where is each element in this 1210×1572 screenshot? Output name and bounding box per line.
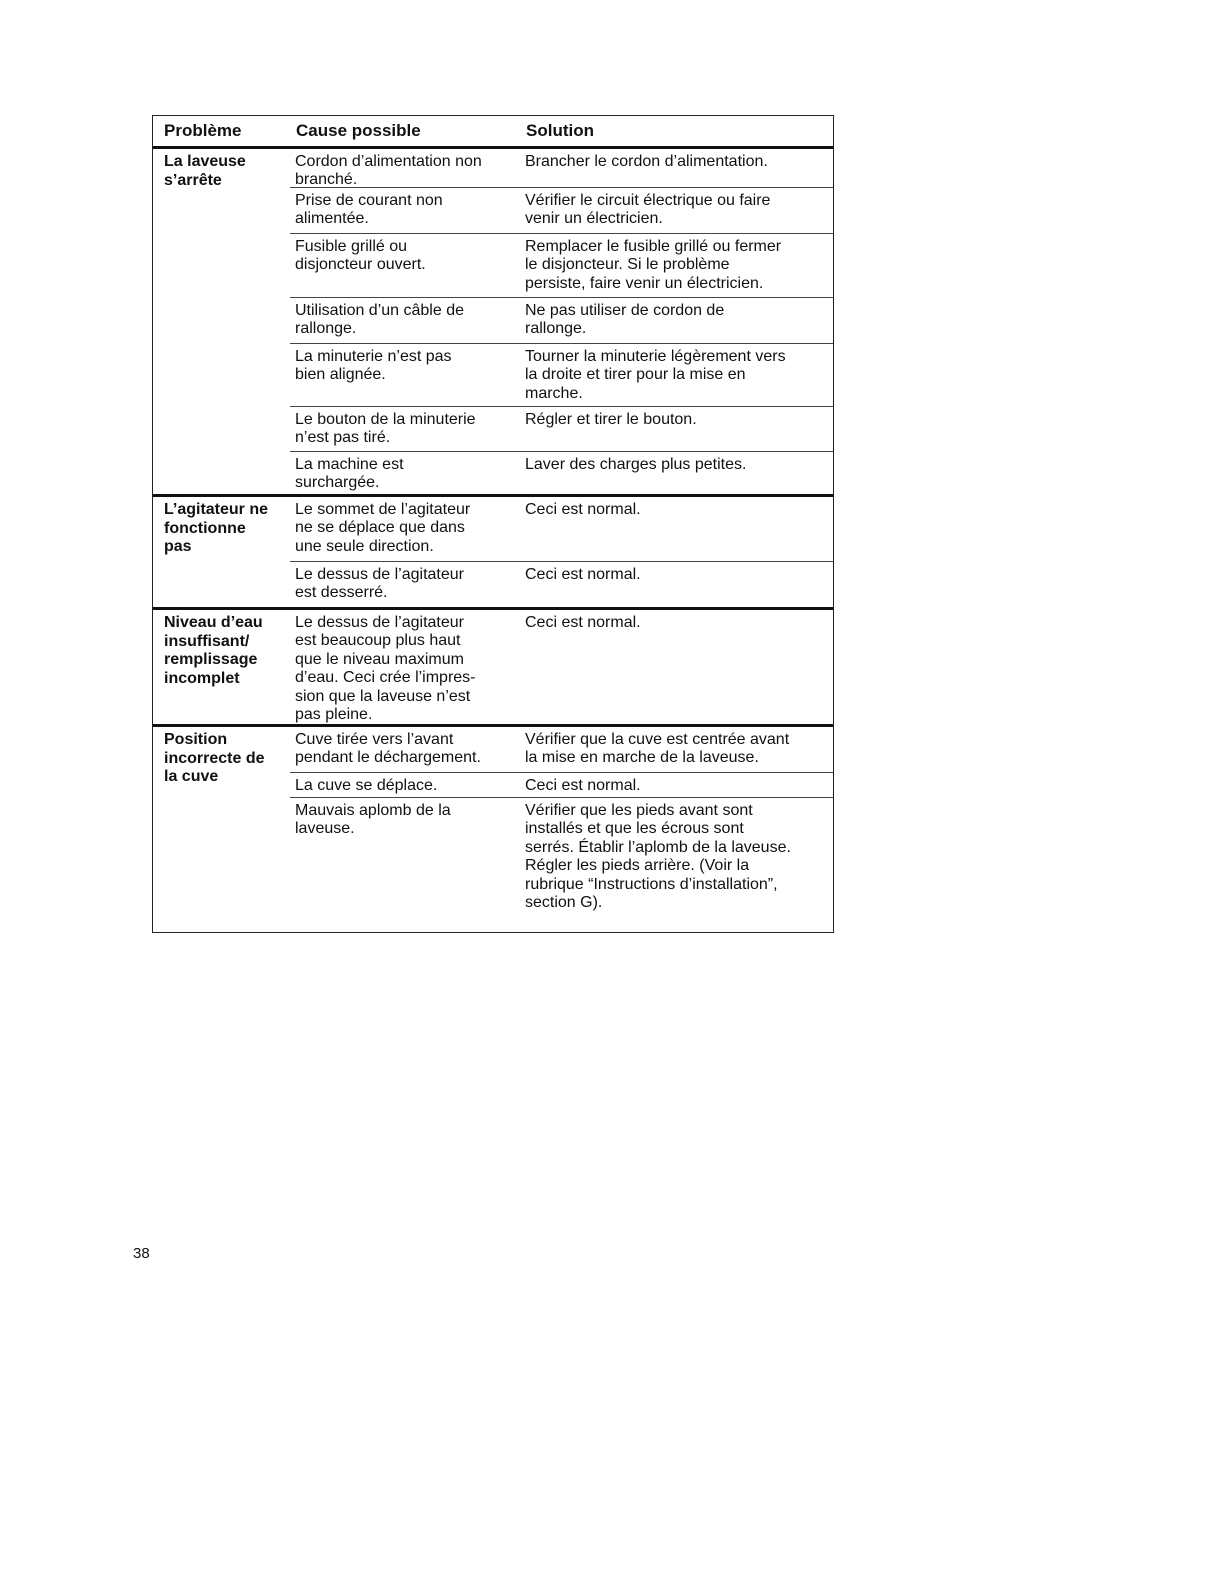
cause-cell: Le sommet de l’agitateur ne se déplace que dans une seule direction. xyxy=(295,501,471,555)
cause-cell: La machine est surchargée. xyxy=(295,456,404,492)
cause-cell: Le dessus de l’agitateur est beaucoup plus haut que le niveau maximum d’eau. Ceci crée l’impres- sion que la laveuse n’est pas pleine. xyxy=(295,614,476,724)
cause-cell: Le dessus de l’agitateur est desserré. xyxy=(295,566,464,602)
table-row xyxy=(290,561,833,608)
header-problem: Problème xyxy=(164,121,242,140)
solution-cell: Tourner la minuterie légèrement vers la droite et tirer pour la mise en marche. xyxy=(525,348,786,402)
table-row xyxy=(290,451,833,495)
solution-cell: Vérifier que les pieds avant sont installés et que les écrous sont serrés. Établir l’aplomb de la laveuse. Régler les pieds arrière. (Voir la rubrique “Instructions d’installation”, section G). xyxy=(525,802,791,912)
cause-cell: Cuve tirée vers l’avant pendant le déchargement. xyxy=(295,731,481,767)
solution-cell: Régler et tirer le bouton. xyxy=(525,411,697,428)
cause-cell: Fusible grillé ou disjoncteur ouvert. xyxy=(295,238,426,274)
cause-cell: Cordon d’alimentation non branché. xyxy=(295,153,482,189)
solution-cell: Brancher le cordon d’alimentation. xyxy=(525,153,768,170)
problem-label: L’agitateur ne fonctionne pas xyxy=(164,501,269,555)
table-row xyxy=(290,149,833,187)
problem-group xyxy=(153,149,833,494)
solution-cell: Ceci est normal. xyxy=(525,501,641,518)
troubleshooting-table xyxy=(152,115,834,933)
problem-group xyxy=(153,607,833,727)
problem-label: Niveau d’eau insuffisant/ remplissage incomplet xyxy=(164,614,263,687)
problem-label: La laveuse s’arrête xyxy=(164,153,246,189)
header-cause: Cause possible xyxy=(296,121,421,140)
cause-cell: Le bouton de la minuterie n’est pas tiré. xyxy=(295,411,476,447)
problem-group xyxy=(153,724,833,932)
problem-group xyxy=(153,494,833,607)
cause-cell: Utilisation d’un câble de rallonge. xyxy=(295,302,464,338)
cause-cell: La cuve se déplace. xyxy=(295,777,438,794)
solution-cell: Ceci est normal. xyxy=(525,614,641,631)
table-row xyxy=(290,772,833,798)
solution-cell: Vérifier le circuit électrique ou faire venir un électricien. xyxy=(525,192,771,228)
solution-cell: Ceci est normal. xyxy=(525,777,641,794)
solution-cell: Vérifier que la cuve est centrée avant la mise en marche de la laveuse. xyxy=(525,731,790,767)
table-row xyxy=(290,343,833,407)
table-row xyxy=(290,406,833,452)
solution-cell: Laver des charges plus petites. xyxy=(525,456,747,473)
solution-cell: Ne pas utiliser de cordon de rallonge. xyxy=(525,302,725,338)
page-number: 38 xyxy=(133,1245,150,1262)
cause-cell: La minuterie n’est pas bien alignée. xyxy=(295,348,452,384)
table-row xyxy=(290,797,833,933)
table-row xyxy=(290,497,833,561)
cause-cell: Mauvais aplomb de la laveuse. xyxy=(295,802,451,838)
solution-cell: Ceci est normal. xyxy=(525,566,641,583)
header-solution: Solution xyxy=(526,121,594,140)
table-row xyxy=(290,187,833,234)
solution-cell: Remplacer le fusible grillé ou fermer le disjoncteur. Si le problème persiste, faire venir un électricien. xyxy=(525,238,782,292)
table-header xyxy=(153,116,833,149)
cause-cell: Prise de courant non alimentée. xyxy=(295,192,443,228)
table-row xyxy=(290,610,833,727)
problem-label: Position incorrecte de la cuve xyxy=(164,731,265,785)
table-row xyxy=(290,233,833,298)
table-row xyxy=(290,297,833,344)
table-row xyxy=(290,727,833,772)
